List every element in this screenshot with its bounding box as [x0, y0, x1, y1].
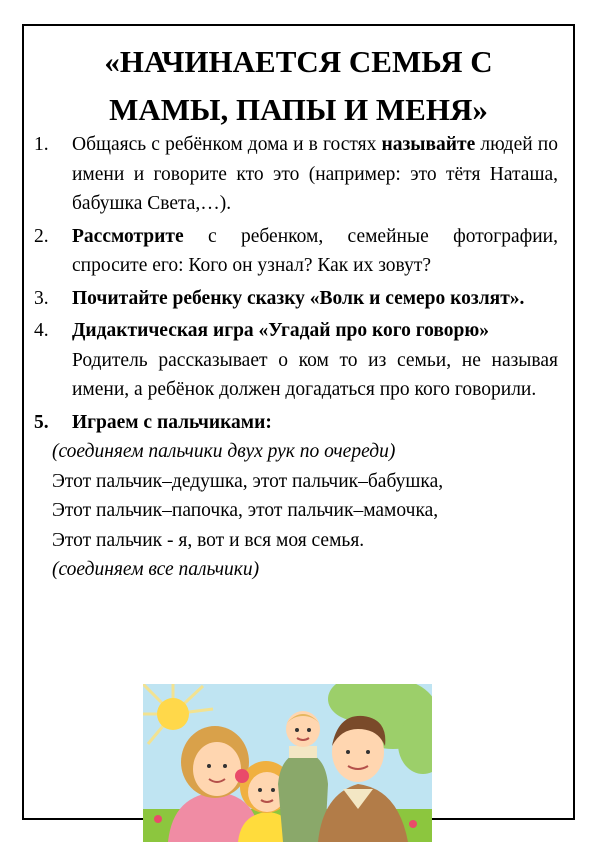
item-number: 4. — [34, 320, 49, 341]
item-text — [72, 316, 558, 405]
sun-icon — [157, 698, 189, 730]
title-line-1: «НАЧИНАЕТСЯ СЕМЬЯ С — [104, 44, 493, 79]
item-text — [72, 130, 558, 219]
finger-closing: (соединяем все пальчики) — [52, 559, 260, 580]
item-number: 3. — [34, 287, 49, 309]
item-text: Почитайте ребенку сказку «Волк и семеро козлят». — [72, 287, 525, 309]
finger-game — [34, 437, 558, 585]
rhyme-line-1: Этот пальчик–дедушка, этот пальчик–бабушка, — [52, 470, 444, 492]
finger-instruction: (соединяем пальчики двух рук по очереди) — [52, 441, 396, 462]
game-title: Дидактическая игра «Угадай про кого говорю» — [72, 320, 490, 341]
list-item-1 — [34, 130, 558, 219]
page-title — [22, 38, 575, 134]
item-number: 1. — [34, 134, 49, 155]
rhyme-line-3: Этот пальчик - я, вот и вся моя семья. — [52, 529, 365, 551]
item-bold-verb: Рассмотрите — [72, 225, 184, 247]
item-text: Играем с пальчиками: — [72, 411, 272, 433]
item-text — [72, 222, 558, 281]
list-item-5 — [34, 408, 558, 438]
item-text-end: с ребенком, семейные фотографии, спросите его: Кого он узнал? Как их зовут? — [72, 225, 558, 276]
item-number: 2. — [34, 225, 49, 247]
item-number: 5. — [34, 411, 49, 433]
game-description: Родитель рассказывает о ком то из семьи, не называя имени, а ребёнок должен догадаться про кого говорили. — [72, 349, 558, 400]
title-line-2: МАМЫ, ПАПЫ И МЕНЯ» — [109, 92, 488, 127]
list-item-3 — [34, 284, 558, 314]
list-item-2 — [34, 222, 558, 281]
content — [34, 130, 558, 585]
item-text-end: людей по имени и говорите кто это (например: это тётя Наташа, бабушка Света,…). — [72, 134, 558, 214]
rhyme-line-2: Этот пальчик–папочка, этот пальчик–мамочка, — [52, 500, 439, 521]
list-item-4 — [34, 316, 558, 405]
family-illustration-svg — [143, 684, 432, 842]
item-text-start: Общаясь с ребёнком дома и в гостях — [72, 134, 382, 155]
family-illustration — [143, 684, 432, 842]
item-bold-verb: называйте — [381, 134, 476, 155]
